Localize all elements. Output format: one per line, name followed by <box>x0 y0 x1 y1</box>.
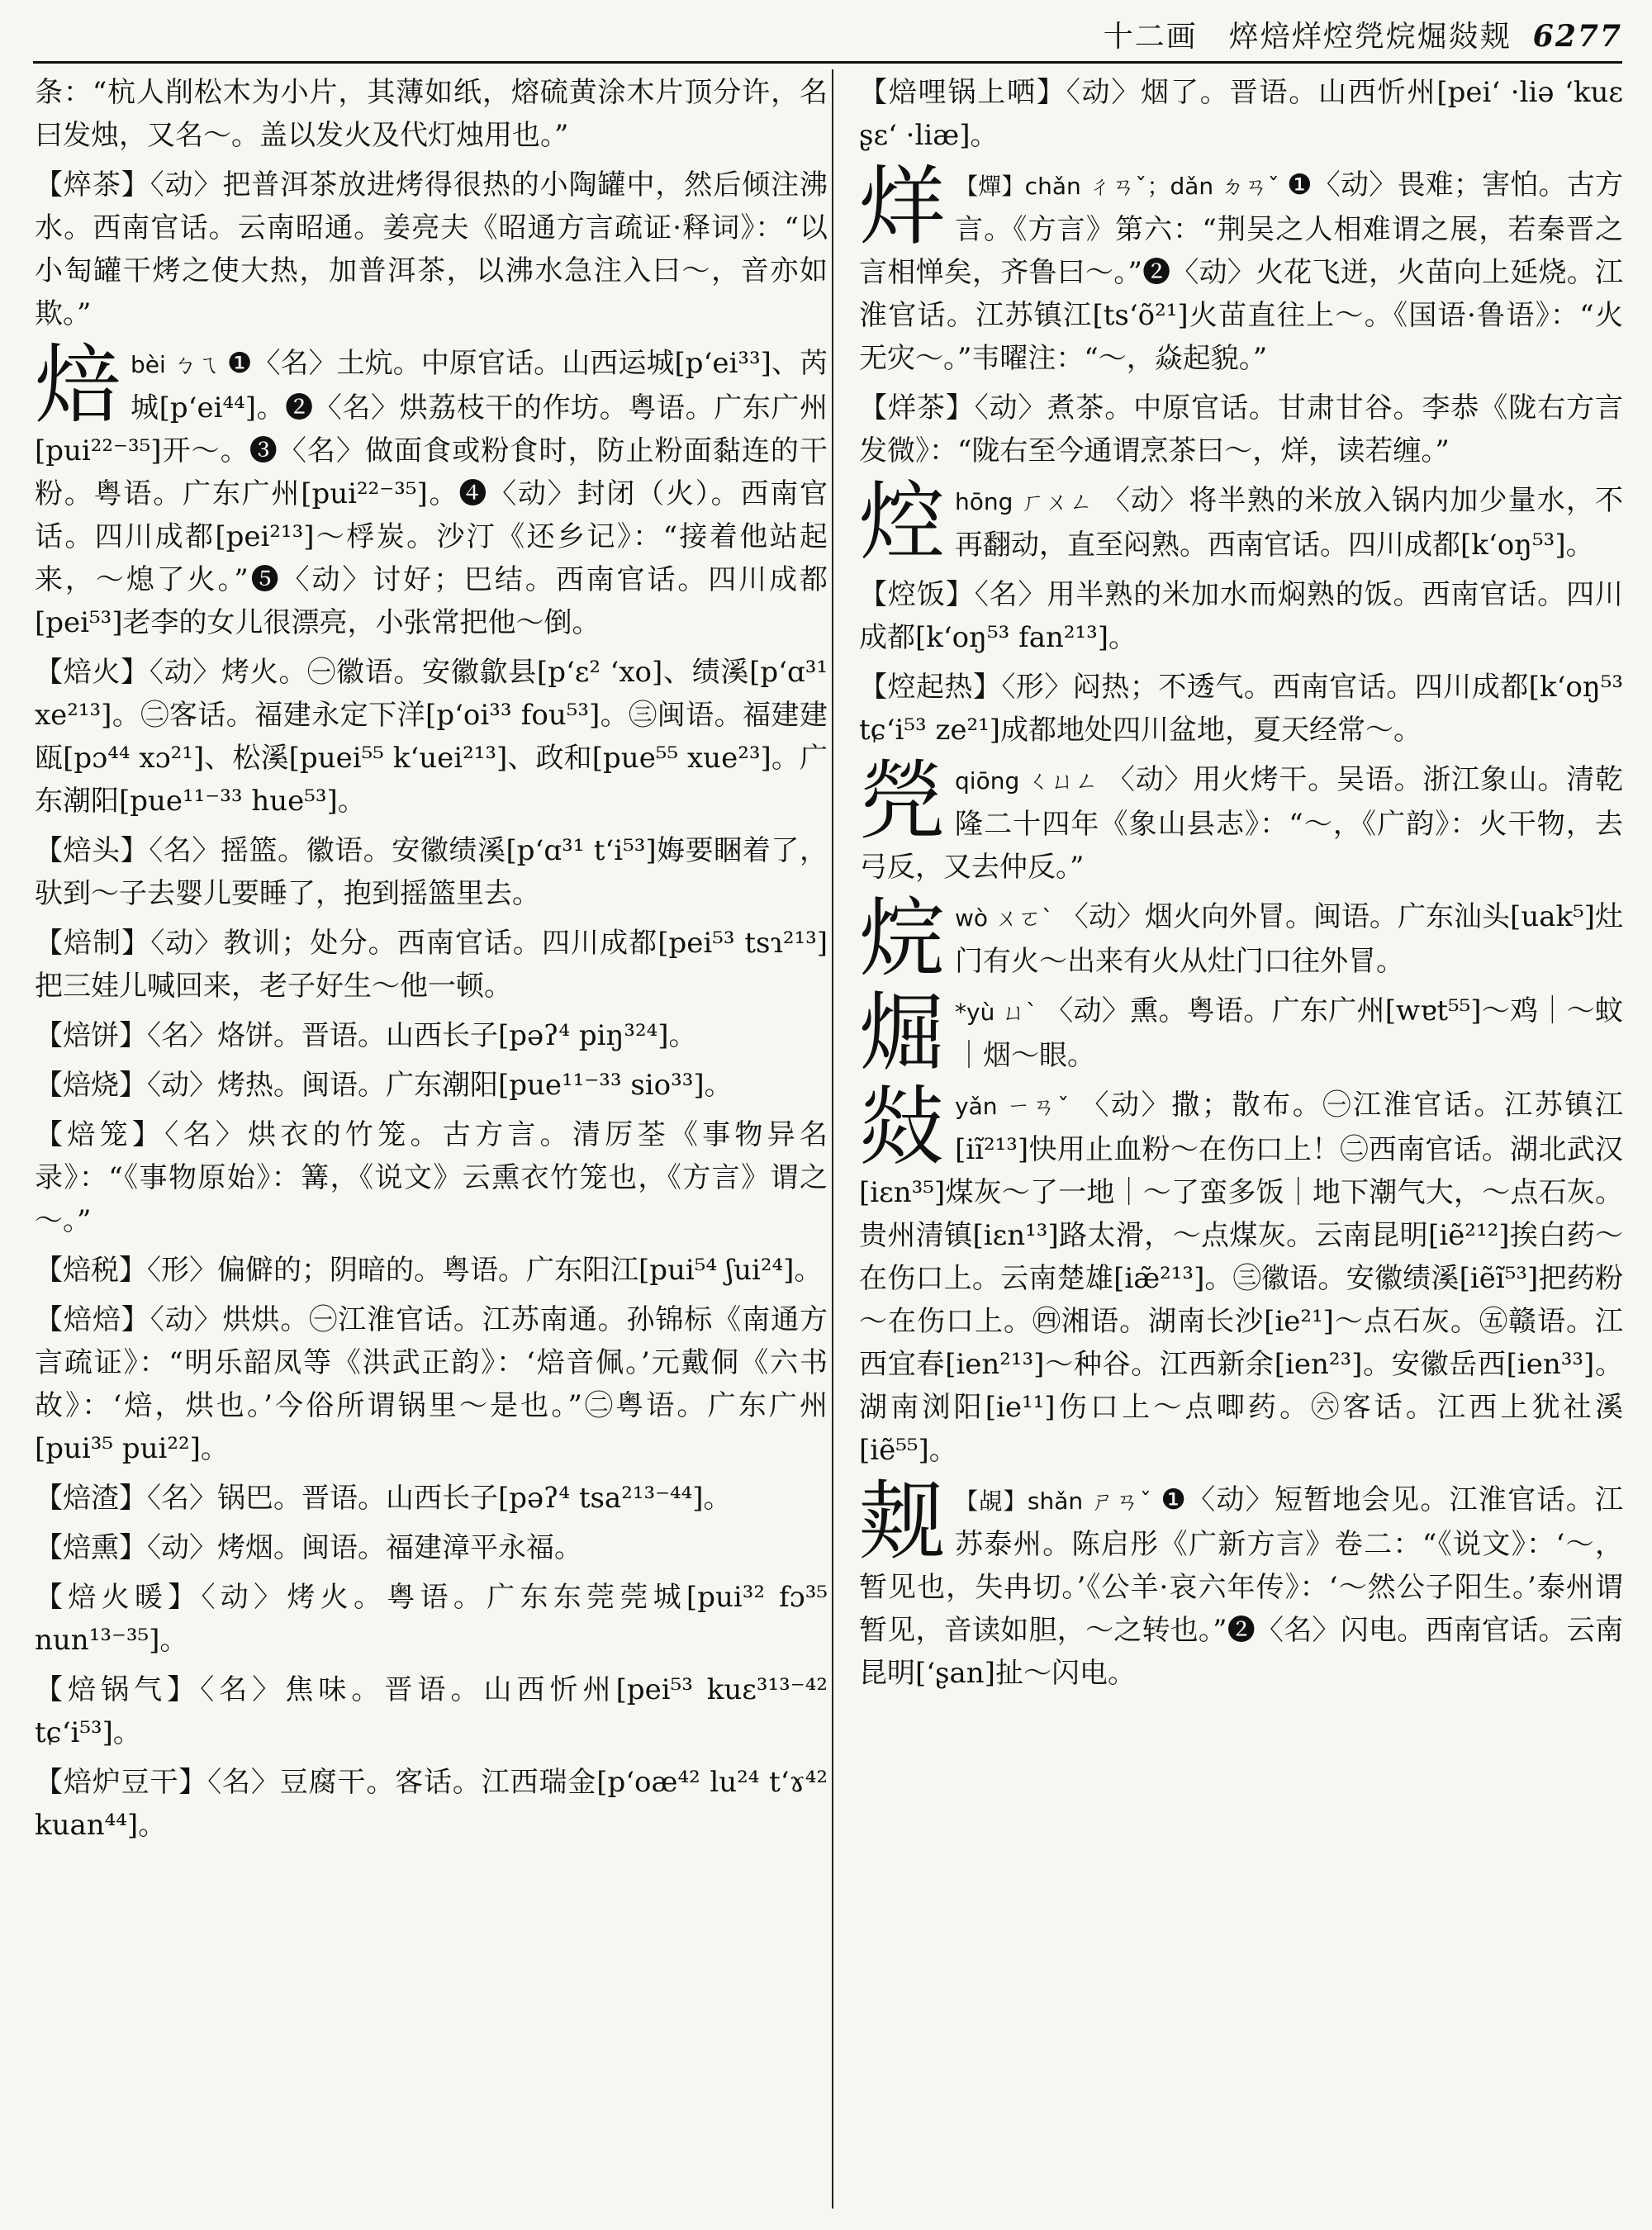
headword-entry <box>859 1076 1623 1472</box>
page-header <box>33 8 1622 64</box>
headword-entry <box>859 888 1623 989</box>
entry-text: 【焠茶】〈动〉把普洱茶放进烤得很热的小陶罐中，然后倾注沸水。西南官话。云南昭通。姜亮夫《昭通方言疏证·释词》：“以小匋罐干烤之使大热，加普洱茶，以沸水急注入曰～，音亦如欺。” <box>35 168 828 330</box>
headword-pinyin: 【覘】shǎn ㄕㄢˇ <box>955 1487 1161 1515</box>
page-number: 6277 <box>1532 19 1622 54</box>
left-column <box>35 71 828 1853</box>
headword-pinyin: bèi ㄅㄟ <box>131 351 227 378</box>
dictionary-entry <box>35 164 828 335</box>
headword-pinyin: 【燀】chǎn ㄔㄢˇ；dǎn ㄉㄢˇ <box>955 173 1288 200</box>
right-column <box>859 71 1623 1701</box>
dictionary-entry <box>35 1761 828 1847</box>
header-text <box>1104 13 1622 55</box>
entry-text: 〈动〉撒；散布。㊀江淮官话。江苏镇江[iĩ²¹³]快用止血粉～在伤口上！㊁西南官话。湖北武汉[iɛn³⁵]煤灰～了一地｜～了蛮多饭｜地下潮气大，～点石灰。贵州清镇[iɛn¹³]路太滑，～点煤灰。云南昆明[iẽ²¹²]挨白药～在伤口上。云南楚雄[iæ̃²¹³]。㊂徽语。安徽绩溪[iẽĩ⁵³]把药粉～在伤口上。㊃湘语。湖南长沙[ie²¹]～点石灰。㊄赣语。江西宜春[ien²¹³]～种谷。江西新余[ien²³]。安徽岳西[ien³³]。湖南浏阳[ie¹¹]伤口上～点唧药。㊅客话。江西上犹社溪[iẽ⁵⁵]。 <box>859 1089 1623 1467</box>
dictionary-entry <box>35 1298 828 1470</box>
dictionary-entry <box>35 1014 828 1057</box>
headword-pinyin: hōng ㄏㄨㄥ <box>955 488 1102 515</box>
entry-text: 【焙锅气】〈名〉焦味。晋语。山西忻州[pei⁵³ kuɛ³¹³⁻⁴² tɕ‘i⁵³]。 <box>35 1673 828 1749</box>
entry-text: 〈动〉烟火向外冒。闽语。广东汕头[uak⁵]灶门有火～出来有火从灶门口往外冒。 <box>955 900 1623 978</box>
headword-char: 焭 <box>859 751 946 852</box>
entry-text: 【焙税】〈形〉偏僻的；阴暗的。粤语。广东阳江[pui⁵⁴ ʃui²⁴]。 <box>35 1254 823 1287</box>
entry-text: 条：“杭人削松木为小片，其薄如纸，熔硫黄涂木片顶分许，名曰发烛，又名～。盖以发火及代灯烛用也。” <box>35 76 828 152</box>
header-title: 十二画 焠焙烊焢焭烷煀敥觌 <box>1103 20 1512 54</box>
headword-char: 烷 <box>859 888 946 989</box>
entry-text: 【焙饼】〈名〉烙饼。晋语。山西长子[pəʔ⁴ piŋ³²⁴]。 <box>35 1019 697 1052</box>
headword-char: 煀 <box>859 982 946 1083</box>
headword-char: 焢 <box>859 472 946 572</box>
dictionary-entry <box>859 666 1623 752</box>
headword-char: 敥 <box>859 1076 946 1177</box>
column-divider <box>832 69 833 2209</box>
dictionary-entry <box>35 1526 828 1569</box>
headword-pinyin: wò ㄨㄛˋ <box>955 904 1061 932</box>
headword-pinyin: *yù ㄩˋ <box>955 999 1046 1026</box>
entry-text: 【焙火】〈动〉烤火。㊀徽语。安徽歙县[p‘ɛ² ‘xo]、绩溪[p‘ɑ³¹ xe²¹³]。㊁客话。福建永定下洋[p‘oi³³ fou⁵³]。㊂闽语。福建建瓯[pɔ⁴⁴ xɔ²¹]、松溪[puei⁵⁵ k‘uei²¹³]、政和[pue⁵⁵ xue²³]。广东潮阳[pue¹¹⁻³³ hue⁵³]。 <box>35 656 828 818</box>
entry-text: 【焙炉豆干】〈名〉豆腐干。客话。江西瑞金[p‘oæ⁴² lu²⁴ t‘ɤ⁴² kuan⁴⁴]。 <box>35 1766 828 1842</box>
dictionary-entry <box>35 1249 828 1292</box>
headword-char: 觌 <box>859 1471 946 1572</box>
dictionary-entry <box>859 387 1623 472</box>
entry-text: 【焙烧】〈动〉烤热。闽语。广东潮阳[pue¹¹⁻³³ sio³³]。 <box>35 1069 733 1102</box>
dictionary-entry <box>35 71 828 157</box>
dictionary-entry <box>859 573 1623 659</box>
entry-text: 【焙火暖】〈动〉烤火。粤语。广东东莞莞城[pui³² fɔ³⁵ nun¹³⁻³⁵]。 <box>35 1581 828 1657</box>
headword-char: 焙 <box>35 334 121 435</box>
dictionary-entry <box>35 1113 828 1242</box>
entry-text: 【焢饭】〈名〉用半熟的米加水而焖熟的饭。西南官话。四川成都[k‘oŋ⁵³ fan²¹³]。 <box>859 578 1623 654</box>
dictionary-entry <box>859 71 1623 157</box>
headword-entry <box>859 156 1623 380</box>
headword-pinyin: qiōng ㄑㄩㄥ <box>955 767 1107 795</box>
dictionary-entry <box>35 1064 828 1107</box>
entry-text: 【烊茶】〈动〉煮茶。中原官话。甘肃甘谷。李恭《陇右方言发微》：“陇右至今通谓烹茶曰～，烊，读若缠。” <box>859 391 1623 467</box>
entry-text: ❶〈动〉短暂地会见。江淮官话。江苏泰州。陈启彤《广新方言》卷二：“《说文》：‘～，暂见也，失冉切。’《公羊·哀六年传》：‘～然公子阳生。’泰州谓暂见，音读如胆，～之转也。”❷〈名〉闪电。西南官话。云南昆明[‘ʂan]扯～闪电。 <box>859 1483 1624 1690</box>
entry-text: 【焙哩锅上哂】〈动〉烟了。晋语。山西忻州[pei‘ ·liə ‘kuɛ ʂɛ‘ ·liæ]。 <box>859 76 1623 152</box>
headword-pinyin: yǎn ㄧㄢˇ <box>955 1093 1081 1120</box>
entry-text: 【焙制】〈动〉教训；处分。西南官话。四川成都[pei⁵³ tsɿ²¹³]把三娃儿喊回来，老子好生～他一顿。 <box>35 927 828 1003</box>
dictionary-entry <box>35 1477 828 1520</box>
entry-text: 【焢起热】〈形〉闷热；不透气。西南官话。四川成都[k‘oŋ⁵³ tɕ‘i⁵³ ze²¹]成都地处四川盆地，夏天经常～。 <box>859 671 1623 747</box>
entry-text: 【焙渣】〈名〉锅巴。晋语。山西长子[pəʔ⁴ tsa²¹³⁻⁴⁴]。 <box>35 1482 732 1515</box>
dictionary-entry <box>35 829 828 915</box>
entry-text: 〈动〉用火烤干。吴语。浙江象山。清乾隆二十四年《象山县志》：“～，《广韵》：火干物，去弓反，又去仲反。” <box>859 763 1624 884</box>
dictionary-entry <box>35 922 828 1008</box>
entry-text: 【焙熏】〈动〉烤烟。闽语。福建漳平永福。 <box>35 1531 582 1564</box>
entry-text: ❶〈名〉土炕。中原官话。山西运城[p‘ei³³]、芮城[p‘ei⁴⁴]。❷〈名〉烘荔枝干的作坊。粤语。广东广州[pui²²⁻³⁵]开～。❸〈名〉做面食或粉食时，防止粉面黏连的干粉。粤语。广东广州[pui²²⁻³⁵]。❹〈动〉封闭（火）。西南官话。四川成都[pei²¹³]～桴炭。沙汀《还乡记》：“接着他站起来，～熄了火。”❺〈动〉讨好；巴结。西南官话。四川成都[pei⁵³]老李的女儿很漂亮，小张常把他～倒。 <box>35 347 828 639</box>
dictionary-entry <box>35 1576 828 1662</box>
headword-entry <box>35 334 828 644</box>
dictionary-entry <box>35 651 828 823</box>
entry-text: 〈动〉熏。粤语。广东广州[wɐt⁵⁵]～鸡｜～蚊｜烟～眼。 <box>955 994 1624 1072</box>
entry-text: 【焙笼】〈名〉烘衣的竹笼。古方言。清厉荃《事物异名录》：“《事物原始》：篝，《说文》云熏衣竹笼也，《方言》谓之～。” <box>35 1118 828 1237</box>
entry-text: 【焙头】〈名〉摇篮。徽语。安徽绩溪[p‘ɑ³¹ t‘i⁵³]娒要睏着了，驮到～子去婴儿要睡了，抱到摇篮里去。 <box>35 834 828 910</box>
headword-entry <box>859 982 1624 1083</box>
entry-text: ❶〈动〉畏难；害怕。古方言。《方言》第六：“荆吴之人相难谓之展，若秦晋之言相惮矣，齐鲁曰～。”❷〈动〉火花飞迸，火苗向上延烧。江淮官话。江苏镇江[ts‘õ²¹]火苗直往上～。《国语·鲁语》：“火无灾～。”韦曜注：“～，焱起貌。” <box>859 168 1623 375</box>
headword-entry <box>859 472 1624 572</box>
headword-char: 烊 <box>859 156 946 257</box>
entry-text: 〈动〉将半熟的米放入锅内加少量水，不再翻动，直至闷熟。西南官话。四川成都[k‘oŋ⁵³]。 <box>955 484 1624 562</box>
headword-entry <box>859 751 1624 889</box>
dictionary-entry <box>35 1668 828 1754</box>
headword-entry <box>859 1471 1624 1695</box>
entry-text: 【焙焙】〈动〉烘烘。㊀江淮官话。江苏南通。孙锦标《南通方言疏证》：“明乐韶凤等《洪武正韵》：‘焙音佩。’元戴侗《六书故》：‘焙，烘也。’今俗所谓锅里～是也。”㊁粤语。广东广州[pui³⁵ pui²²]。 <box>35 1303 828 1465</box>
